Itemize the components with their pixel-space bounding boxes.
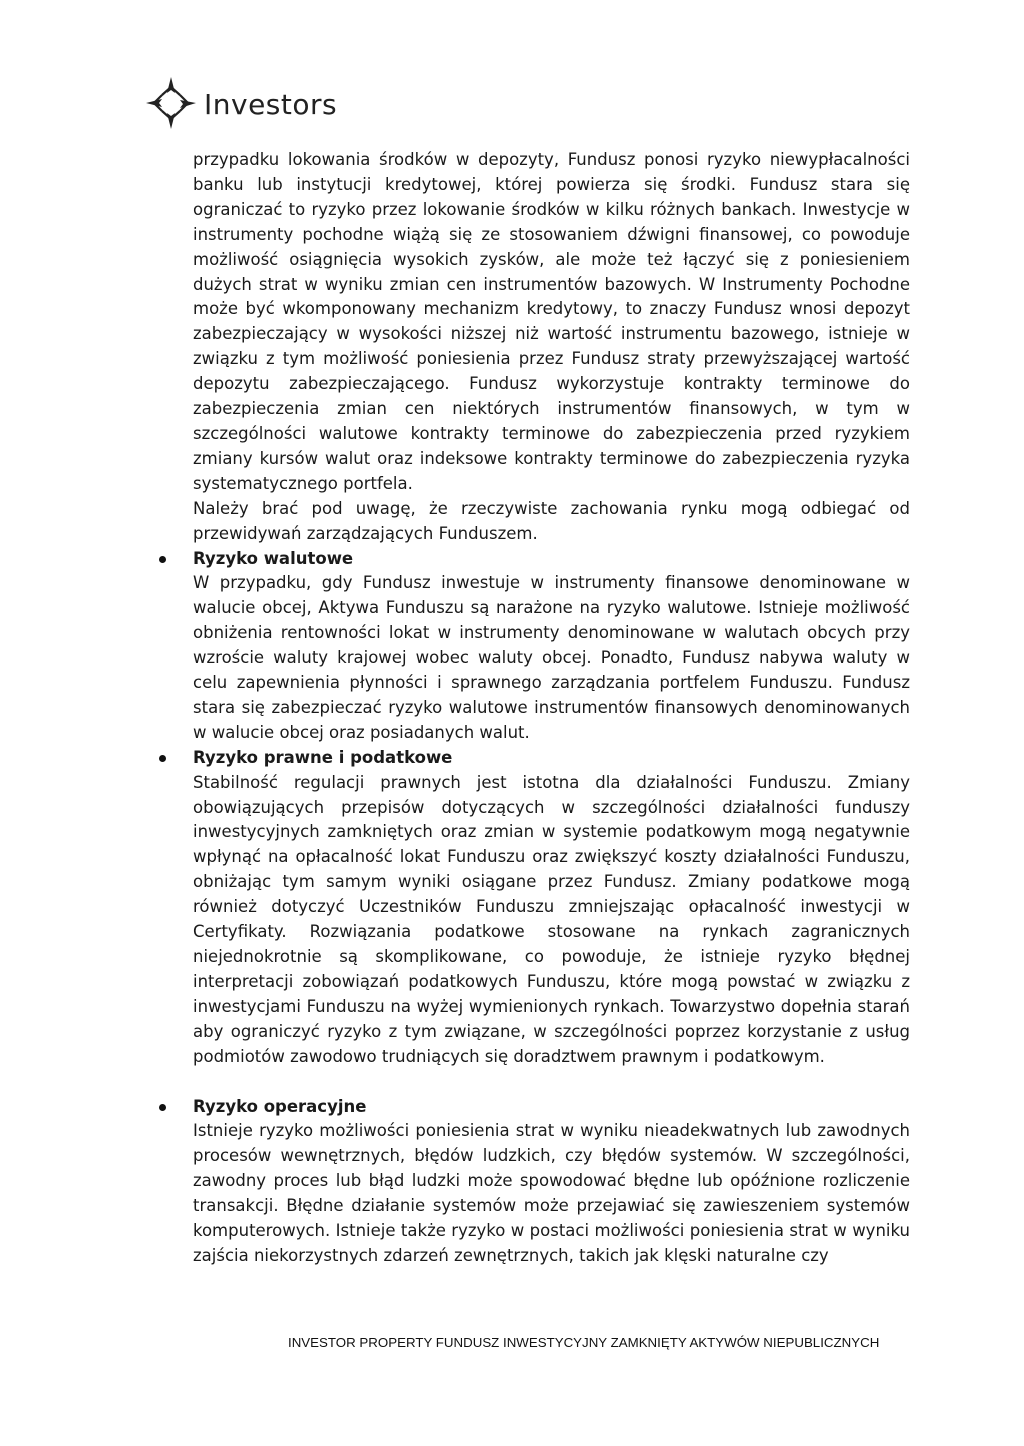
brand-name: Investors <box>204 87 338 121</box>
section-title: Ryzyko walutowe <box>193 548 354 568</box>
bullet-icon <box>159 1104 166 1111</box>
section-body: Stabilność regulacji prawnych jest istotna dla działalności Funduszu. Zmiany obowiązujących przepisów dotyczących w szczególności działalności funduszy inwestycyjnych zamkniętych oraz zmian w systemie podatkowym mogą negatywnie wpłynąć na opłacalność lokat Funduszu oraz zwiększyć koszty działalności Funduszu, obniżając tym samym wyniki osiągane przez Fundusz. Zmiany podatkowe mogą również dotyczyć Uczestników Funduszu zmniejszając opłacalność inwestycji w Certyfikaty. Rozwiązania podatkowe stosowane na rynkach zagranicznych niejednokrotnie są skomplikowane, co powoduje, że istnieje ryzyko błędnej interpretacji zobowiązań podatkowych Funduszu, które mogą powstać w związku z inwestycjami Funduszu na wyżej wymienionych rynkach. Towarzystwo dopełnia starań aby ograniczyć ryzyko z tym związane, w szczególności poprzez korzystanie z usług podmiotów zawodowo trudniących się doradztwem prawnym i podatkowym. <box>193 772 910 1066</box>
bullet-icon <box>159 755 166 762</box>
investors-logo-icon <box>140 73 202 135</box>
page-header <box>140 74 337 134</box>
section-title: Ryzyko prawne i podatkowe <box>193 747 453 767</box>
section-spacer <box>193 1070 910 1095</box>
section-body: W przypadku, gdy Fundusz inwestuje w instrumenty finansowe denominowane w walucie obcej, Aktywa Funduszu są narażone na ryzyko walutowe. Istnieje możliwość obniżenia rentowności lokat w instrumenty denominowane w walutach obcych przy wzroście waluty krajowej wobec waluty obcej. Ponadto, Fundusz nabywa waluty w celu zapewnienia płynności i sprawnego zarządzania portfelem Funduszu. Fundusz stara się zabezpieczać ryzyko walutowe instrumentów finansowych denominowanych w walucie obcej oraz posiadanych walut. <box>193 573 910 742</box>
section-operational-risk <box>193 1095 910 1269</box>
page-footer: INVESTOR PROPERTY FUNDUSZ INWESTYCYJNY ZAMKNIĘTY AKTYWÓW NIEPUBLICZNYCH <box>288 1335 880 1350</box>
intro-paragraph: przypadku lokowania środków w depozyty, Fundusz ponosi ryzyko niewypłacalności banku lub instytucji kredytowej, której powierza się środki. Fundusz stara się ograniczać to ryzyko przez lokowanie środków w kilku różnych bankach. Inwestycje w instrumenty pochodne wiążą się ze stosowaniem dźwigni finansowej, co powoduje możliwość osiągnięcia wysokich zysków, ale może też łączyć się z poniesieniem dużych strat w wyniku zmian cen instrumentów bazowych. W Instrumenty Pochodne może być wkomponowany mechanizm kredytowy, to znaczy Fundusz wnosi depozyt zabezpieczający w wysokości niższej niż wartość instrumentu bazowego, istnieje w związku z tym możliwość poniesienia przez Fundusz straty przewyższającej wartość depozytu zabezpieczającego. Fundusz wykorzystuje kontrakty terminowe do zabezpieczenia zmian cen niektórych instrumentów finansowych, w tym w szczególności walutowe kontrakty terminowe do zabezpieczenia przed ryzykiem zmiany kursów walut oraz indeksowe kontrakty terminowe do zabezpieczenia ryzyka systematycznego portfela. <box>193 150 910 493</box>
bullet-icon <box>159 556 166 563</box>
section-body: Istnieje ryzyko możliwości poniesienia strat w wyniku nieadekwatnych lub zawodnych procesów wewnętrznych, błędów ludzkich, czy błędów systemów. W szczególności, zawodny proces lub błąd ludzki może spowodować błędne lub opóźnione rozliczenie transakcji. Błędne działanie systemów może przejawiać się zawieszeniem systemów komputerowych. Istnieje także ryzyko w postaci możliwości poniesienia strat w wyniku zajścia niekorzystnych zdarzeń zewnętrznych, takich jak klęski naturalne czy <box>193 1121 910 1265</box>
document-body <box>193 148 910 1269</box>
section-title: Ryzyko operacyjne <box>193 1096 367 1116</box>
section-legal-tax-risk <box>193 746 910 1070</box>
note-paragraph: Należy brać pod uwagę, że rzeczywiste zachowania rynku mogą odbiegać od przewidywań zarządzających Funduszem. <box>193 498 910 543</box>
section-currency-risk <box>193 547 910 746</box>
